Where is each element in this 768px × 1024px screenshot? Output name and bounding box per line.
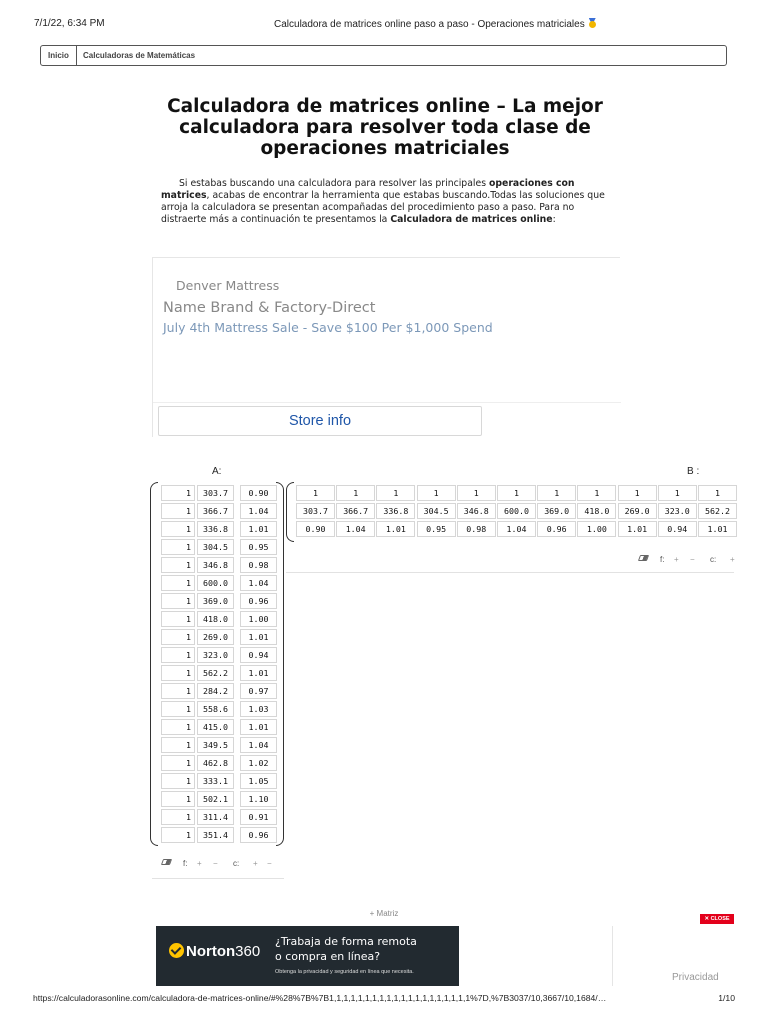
matrix-b-cell-input[interactable]: 600.0	[497, 503, 536, 519]
matrix-b-cell-input[interactable]: 323.0	[658, 503, 697, 519]
add-matrix-button[interactable]: + Matriz	[369, 909, 399, 918]
print-header	[34, 18, 734, 32]
intro-text-2: , acabas de encontrar la herramienta que estabas buscando.Todas las soluciones que arroja la calculadora se presentan acompañadas del procedimiento paso a paso. Para no distraerte más a continuación te presentamos la	[161, 190, 605, 225]
matrix-a-cell-input[interactable]: 369.0	[197, 593, 234, 609]
matrix-a-cell-input[interactable]: 0.90	[240, 485, 277, 501]
matrix-b-cell-input[interactable]: 418.0	[577, 503, 616, 519]
norton-subtext: Obtenga la privacidad y seguridad en línea que necesita.	[275, 969, 414, 975]
matrix-a-cell-input[interactable]: 0.95	[240, 539, 277, 555]
matrix-a-cell-input[interactable]: 0.96	[240, 827, 277, 843]
matrix-a-cell-input[interactable]: 1	[161, 611, 195, 627]
matrix-a-cell-input[interactable]: 1	[161, 647, 195, 663]
matrix-b-cell-input[interactable]: 0.90	[296, 521, 335, 537]
matrix-b-left-bracket	[286, 482, 294, 542]
eraser-icon[interactable]	[638, 555, 649, 561]
matrix-a-cell-input[interactable]: 1.00	[240, 611, 277, 627]
matrix-b-cell-input[interactable]: 1.00	[577, 521, 616, 537]
matrix-b-divider	[286, 572, 734, 573]
norton-headline	[275, 934, 417, 964]
cols-label: c:	[233, 859, 240, 868]
rows-label: f:	[660, 555, 665, 564]
norton-headline-1: ¿Trabaja de forma remota	[275, 935, 417, 948]
intro-text-1: Si estabas buscando una calculadora para resolver las principales	[179, 178, 489, 189]
matrix-a-cell-input[interactable]: 1	[161, 557, 195, 573]
matrix-a-cell-input[interactable]: 1.05	[240, 773, 277, 789]
intro-text-3: :	[552, 214, 556, 225]
check-icon	[169, 943, 184, 958]
matrix-b-cell-input[interactable]: 0.94	[658, 521, 697, 537]
matrix-a-cell-input[interactable]: 502.1	[197, 791, 234, 807]
remove-row-button[interactable]: −	[213, 859, 218, 868]
matrix-a-cell-input[interactable]: 333.1	[197, 773, 234, 789]
matrix-b-cell-input[interactable]: 1.01	[698, 521, 737, 537]
print-url: https://calculadorasonline.com/calculadora-de-matrices-online/#%28%7B%7B1,1,1,1,1,1,1,1,1,1,1,1,1,1,1,1,1,1,1,1%7D,%7B3037/10,3667/10,1684/…	[33, 993, 607, 1003]
add-row-button[interactable]: +	[197, 859, 202, 868]
matrix-a-cell-input[interactable]: 1	[161, 521, 195, 537]
print-footer	[33, 993, 735, 1005]
add-col-button[interactable]: +	[253, 859, 258, 868]
matrix-b-toolbar	[638, 555, 768, 567]
matrix-b-cell-input[interactable]: 304.5	[417, 503, 456, 519]
matrix-a-cell-input[interactable]: 0.97	[240, 683, 277, 699]
privacy-link[interactable]: Privacidad	[672, 972, 719, 983]
intro-paragraph	[161, 178, 613, 226]
matrix-a-left-bracket	[150, 482, 158, 846]
matrix-a-cell-input[interactable]: 0.98	[240, 557, 277, 573]
matrix-a-cell-input[interactable]: 1.10	[240, 791, 277, 807]
matrix-a-cell-input[interactable]: 1	[161, 827, 195, 843]
matrix-a-cell-input[interactable]: 558.6	[197, 701, 234, 717]
add-row-button[interactable]: +	[674, 555, 679, 564]
matrix-a-cell-input[interactable]: 1	[161, 539, 195, 555]
matrix-a-cell-input[interactable]: 1.04	[240, 503, 277, 519]
matrix-a-cell-input[interactable]: 336.8	[197, 521, 234, 537]
medal-icon	[588, 18, 597, 28]
matrix-a-divider	[152, 878, 284, 879]
matrix-a-cell-input[interactable]: 1	[161, 773, 195, 789]
matrix-b-cell-input[interactable]: 0.96	[537, 521, 576, 537]
matrix-a-cell-input[interactable]: 323.0	[197, 647, 234, 663]
matrix-a-cell-input[interactable]: 1.03	[240, 701, 277, 717]
matrix-b-cell-input[interactable]: 269.0	[618, 503, 657, 519]
matrix-a-cell-input[interactable]: 1	[161, 665, 195, 681]
matrix-a-cell-input[interactable]: 1	[161, 503, 195, 519]
matrix-a-cell-input[interactable]: 303.7	[197, 485, 234, 501]
matrix-a-cell-input[interactable]: 1.02	[240, 755, 277, 771]
matrix-b-cell-input[interactable]: 0.95	[417, 521, 456, 537]
matrix-b-cell-input[interactable]: 1	[417, 485, 456, 501]
matrix-a-cell-input[interactable]: 1	[161, 719, 195, 735]
matrix-a-toolbar	[161, 859, 281, 871]
matrix-b-cell-input[interactable]: 336.8	[376, 503, 415, 519]
remove-col-button[interactable]: −	[267, 859, 272, 868]
ad-frame	[459, 926, 613, 986]
page-title: Calculadora de matrices online – La mejor calculadora para resolver toda clase de operaciones matriciales	[167, 96, 603, 159]
matrix-b-cell-input[interactable]: 1	[537, 485, 576, 501]
norton-brand-suffix: 360	[235, 943, 261, 960]
matrix-a-cell-input[interactable]: 1	[161, 809, 195, 825]
ad-close-button[interactable]: ✕ CLOSE	[700, 914, 734, 924]
print-page-title-text: Calculadora de matrices online paso a paso - Operaciones matriciales	[274, 19, 585, 30]
norton-headline-2: o compra en línea?	[275, 950, 381, 963]
add-col-button[interactable]: +	[730, 555, 735, 564]
matrix-b-cell-input[interactable]: 366.7	[336, 503, 375, 519]
remove-row-button[interactable]: −	[690, 555, 695, 564]
matrix-a-cell-input[interactable]: 415.0	[197, 719, 234, 735]
matrix-a-cell-input[interactable]: 0.91	[240, 809, 277, 825]
breadcrumb-home-link[interactable]: Inicio	[48, 51, 69, 60]
matrix-a-cell-input[interactable]: 1	[161, 683, 195, 699]
matrix-a-cell-input[interactable]: 1.01	[240, 629, 277, 645]
matrix-b-cell-input[interactable]: 1	[577, 485, 616, 501]
matrix-b-cell-input[interactable]: 369.0	[537, 503, 576, 519]
matrix-b-cell-input[interactable]: 1	[457, 485, 496, 501]
matrix-a-cell-input[interactable]: 349.5	[197, 737, 234, 753]
matrix-b-cell-input[interactable]: 1	[497, 485, 536, 501]
matrix-b-cell-input[interactable]: 1.01	[376, 521, 415, 537]
matrix-a-cell-input[interactable]: 562.2	[197, 665, 234, 681]
eraser-icon[interactable]	[161, 859, 172, 865]
ad-advertiser[interactable]: Denver Mattress	[176, 278, 280, 293]
intro-bold-2: Calculadora de matrices online	[390, 214, 553, 225]
matrix-b-cell-input[interactable]: 1.01	[618, 521, 657, 537]
matrix-b-label: B :	[687, 466, 700, 477]
matrix-a-cell-input[interactable]: 1	[161, 629, 195, 645]
matrix-a-cell-input[interactable]: 269.0	[197, 629, 234, 645]
matrix-a-cell-input[interactable]: 1	[161, 737, 195, 753]
matrix-a-cell-input[interactable]: 600.0	[197, 575, 234, 591]
matrix-a-cell-input[interactable]: 366.7	[197, 503, 234, 519]
matrix-a-cell-input[interactable]: 311.4	[197, 809, 234, 825]
ad-description[interactable]: July 4th Mattress Sale - Save $100 Per $1,000 Spend	[163, 320, 493, 335]
matrix-a-label: A:	[212, 466, 222, 477]
matrix-a-cell-input[interactable]: 1	[161, 701, 195, 717]
store-info-button[interactable]: Store info	[158, 406, 482, 436]
print-page-number: 1/10	[718, 993, 735, 1003]
matrix-a-cell-input[interactable]: 1.01	[240, 521, 277, 537]
matrix-a-cell-input[interactable]: 346.8	[197, 557, 234, 573]
matrix-a-cell-input[interactable]: 1.01	[240, 665, 277, 681]
matrix-a-cell-input[interactable]: 1.04	[240, 575, 277, 591]
matrix-b-cell-input[interactable]: 1	[618, 485, 657, 501]
matrix-a-cell-input[interactable]: 462.8	[197, 755, 234, 771]
matrix-b-cell-input[interactable]: 562.2	[698, 503, 737, 519]
breadcrumb-category-link[interactable]: Calculadoras de Matemáticas	[83, 51, 196, 60]
matrix-a-cell-input[interactable]: 304.5	[197, 539, 234, 555]
matrix-a-cell-input[interactable]: 1	[161, 485, 195, 501]
matrix-a-right-bracket	[276, 482, 284, 846]
norton-brand: Norton	[186, 943, 236, 960]
print-datetime: 7/1/22, 6:34 PM	[34, 18, 105, 29]
breadcrumb	[40, 45, 727, 66]
norton-logo	[169, 943, 260, 960]
cols-label: c:	[710, 555, 717, 564]
matrix-a-cell-input[interactable]: 418.0	[197, 611, 234, 627]
matrix-b-cell-input[interactable]: 303.7	[296, 503, 335, 519]
matrix-b-cell-input[interactable]: 1.04	[497, 521, 536, 537]
matrix-b-cell-input[interactable]: 1.04	[336, 521, 375, 537]
matrix-b-cell-input[interactable]: 1	[336, 485, 375, 501]
matrix-b-cell-input[interactable]: 1	[698, 485, 737, 501]
print-page-title	[274, 18, 597, 30]
matrix-a-cell-input[interactable]: 1	[161, 593, 195, 609]
matrix-b-cell-input[interactable]: 346.8	[457, 503, 496, 519]
mattress-ad[interactable]	[152, 257, 620, 437]
ad-headline[interactable]: Name Brand & Factory-Direct	[163, 300, 376, 316]
matrix-a-cell-input[interactable]: 1	[161, 755, 195, 771]
intro-bold-1: operaciones con matrices	[161, 178, 575, 201]
matrix-a-cell-input[interactable]: 0.96	[240, 593, 277, 609]
ad-divider	[153, 402, 621, 403]
matrix-a-cell-input[interactable]: 1	[161, 575, 195, 591]
matrix-a-cell-input[interactable]: 1	[161, 791, 195, 807]
matrix-a-cell-input[interactable]: 284.2	[197, 683, 234, 699]
matrix-a-cell-input[interactable]: 1.04	[240, 737, 277, 753]
matrix-b-cell-input[interactable]: 1	[376, 485, 415, 501]
matrix-a-cell-input[interactable]: 1.01	[240, 719, 277, 735]
rows-label: f:	[183, 859, 188, 868]
matrix-a-cell-input[interactable]: 0.94	[240, 647, 277, 663]
matrix-b-cell-input[interactable]: 0.98	[457, 521, 496, 537]
breadcrumb-separator	[76, 46, 77, 65]
matrix-a-cell-input[interactable]: 351.4	[197, 827, 234, 843]
matrix-b-cell-input[interactable]: 1	[296, 485, 335, 501]
norton-ad[interactable]	[156, 926, 459, 986]
matrix-b-cell-input[interactable]: 1	[658, 485, 697, 501]
